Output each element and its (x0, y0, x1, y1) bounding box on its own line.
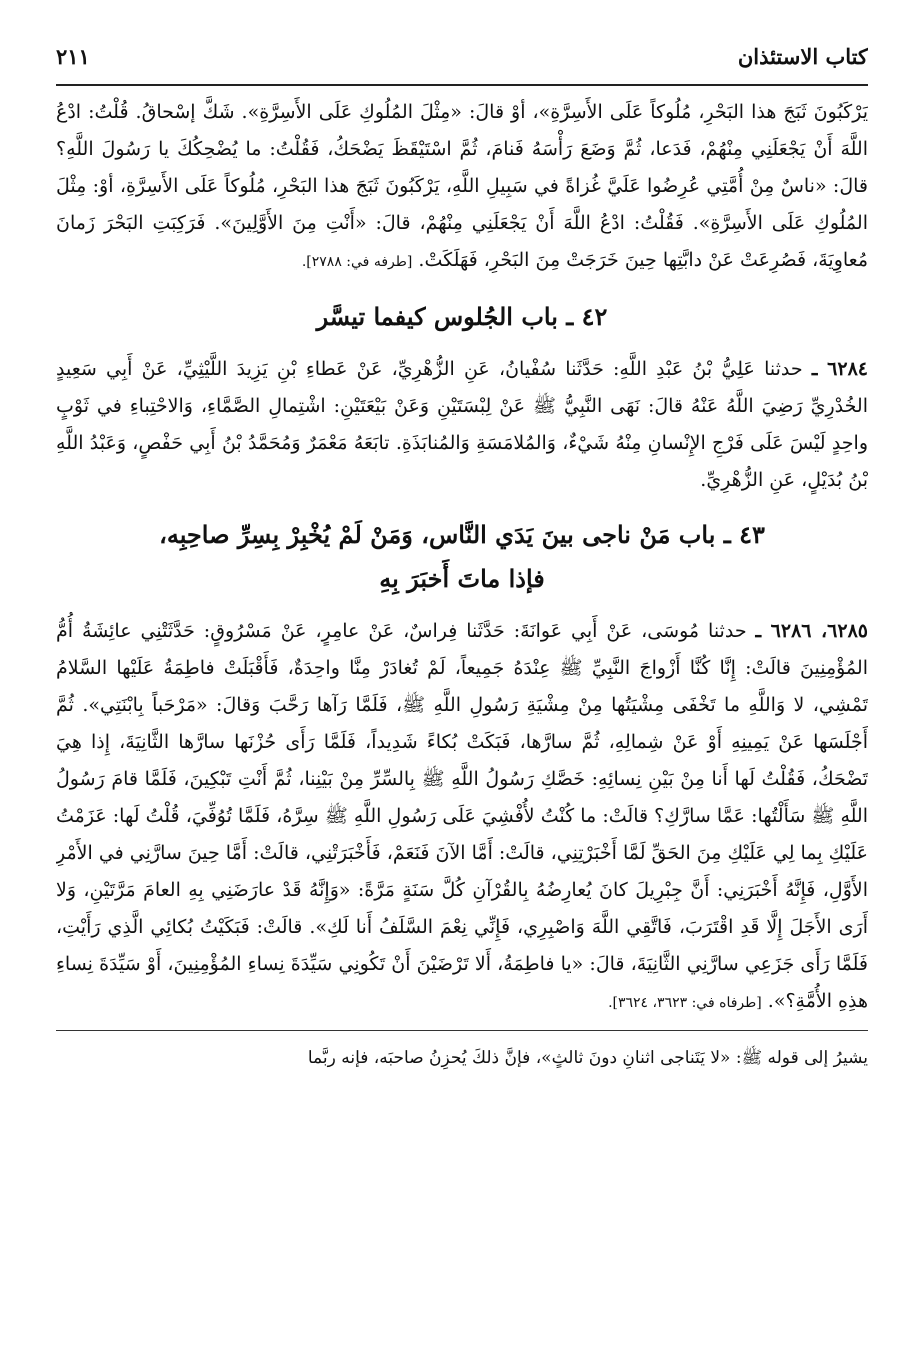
hadith-number: ٦٢٨٤ ـ (811, 358, 868, 380)
header-divider (56, 84, 868, 86)
chapter-heading-43-line2: فإذا ماتَ أَخبَرَ بِهِ (379, 564, 545, 593)
page (56, 44, 868, 1344)
chapter-heading-43-line1: ٤٣ ـ باب مَنْ ناجى بينَ يَدَي النَّاس، وَمَنْ لَمْ يُخْبِرْ بِسِرِّ صاحِبِه، (159, 520, 765, 549)
book-title: كتاب الاستئذان (737, 44, 868, 69)
hadith-text: حدثنا مُوسَى، عَنْ أَبِي عَوانَةَ: حَدَّثَنا فِراسٌ، عَنْ عامِرٍ، عَنْ مَسْرُوقٍ: حَدَّثَتْنِي عائِشَةُ أُمُّ المُؤْمِنِينَ قالَتْ: إِنَّا كُنَّا أَزْواجَ النَّبِيِّ ﷺ عِنْدَهُ جَمِيعاً، لَمْ تُغادَرْ مِنَّا واحِدَةٌ، فَأَقْبَلَتْ فاطِمَةُ عَلَيْها السَّلامُ تَمْشِي، لا وَاللَّهِ ما تَخْفَى مِشْيَتُها مِنْ مِشْيَةِ رَسُولِ اللَّهِ ﷺ، فَلَمَّا رَآها رَحَّبَ وَقالَ: «مَرْحَباً بِابْنَتِي». ثُمَّ أَجْلَسَها عَنْ يَمِينِهِ أَوْ عَنْ شِمالِهِ، ثُمَّ سارَّها، فَبَكَتْ بُكاءً شَدِيداً، فَلَمَّا رَأَى حُزْنَها سارَّها الثَّانِيَةَ، إِذا هِيَ تَضْحَكُ، فَقُلْتُ لَها أَنا مِنْ بَيْنِ نِسائِهِ: خَصَّكِ رَسُولُ اللَّهِ ﷺ بِالسِّرِّ مِنْ بَيْنِنا، ثُمَّ أَنْتِ تَبْكِينَ، فَلَمَّا قامَ رَسُولُ اللَّهِ ﷺ سَأَلْتُها: عَمَّا سارَّكِ؟ قالَتْ: ما كُنْتُ لأُفْشِيَ عَلَى رَسُولِ اللَّهِ ﷺ سِرَّهُ، فَلَمَّا تُوُفِّيَ، قُلْتُ لَها: عَزَمْتُ عَلَيْكِ بِما لِي عَلَيْكِ مِنَ الحَقِّ لَمَّا أَخْبَرْتِنِي، قالَتْ: أَمَّا الآنَ فَنَعَمْ، فَأَخْبَرَتْنِي، قالَتْ: أَمَّا حِينَ سارَّنِي في الأَمْرِ الأَوَّلِ، فَإِنَّهُ أَخْبَرَنِي: أَنَّ جِبْرِيلَ كانَ يُعارِضُهُ بِالقُرْآنِ كُلَّ سَنَةٍ مَرَّةً: «وَإِنَّهُ قَدْ عارَضَنِي بِهِ العامَ مَرَّتَيْنِ، وَلا أَرَى الأَجَلَ إِلَّا قَدِ اقْتَرَبَ، فَاتَّقِي اللَّهَ وَاصْبِرِي، فَإِنِّي نِعْمَ السَّلَفُ أَنا لَكِ». قالَتْ: فَبَكَيْتُ بُكائِي الَّذِي رَأَيْتِ، فَلَمَّا رَأَى جَزَعِي سارَّنِي الثَّانِيَةَ، قالَ: «يا فاطِمَةُ، أَلا تَرْضَيْنَ أَنْ تَكُونِي سَيِّدَةَ نِساءِ المُؤْمِنِينَ، أَوْ سَيِّدَةَ نِساءِ هذِهِ الأُمَّةِ؟». (56, 620, 868, 1012)
cross-reference: [طرفاه في: ٣٦٢٣، ٣٦٢٤]. (608, 995, 762, 1011)
hadith-6284 (56, 351, 868, 499)
chapter-heading-43 (56, 513, 868, 601)
hadith-text: حدثنا عَلِيُّ بْنُ عَبْدِ اللَّهِ: حَدَّثَنا سُفْيانُ، عَنِ الزُّهْرِيِّ، عَنْ عَطاءِ بْنِ يَزِيدَ اللَّيْثِيِّ، عَنْ أَبِي سَعِيدٍ الخُدْرِيِّ رَضِيَ اللَّهُ عَنْهُ قالَ: نَهَى النَّبِيُّ ﷺ عَنْ لِبْسَتَيْنِ وَعَنْ بَيْعَتَيْنِ: اشْتِمالِ الصَّمَّاءِ، وَالاحْتِباءِ في ثَوْبٍ واحِدٍ لَيْسَ عَلَى فَرْجِ الإِنْسانِ مِنْهُ شَيْءٌ، وَالمُلامَسَةِ وَالمُنابَذَةِ. تابَعَهُ مَعْمَرٌ وَمُحَمَّدُ بْنُ أَبِي حَفْصٍ، وَعَبْدُ اللَّهِ بْنُ بُدَيْلٍ، عَنِ الزُّهْرِيِّ. (56, 358, 868, 491)
running-head (56, 44, 868, 84)
commentary-footnote: يشيرُ إلى قوله ﷺ: «لا يَتَناجى اثنانِ دونَ ثالثٍ»، فإنَّ ذلكَ يُحزِنُ صاحبَه، فإنه ربَّما (307, 1048, 868, 1068)
page-number: ٢١١ (56, 44, 90, 69)
footnote-divider (56, 1030, 868, 1031)
hadith-continuation (56, 94, 868, 281)
hadith-6285 (56, 613, 868, 1022)
cross-reference: [طرفه في: ٢٧٨٨]. (301, 254, 413, 270)
chapter-heading-42: ٤٢ ـ باب الجُلوس كيفما تيسَّر (316, 302, 608, 331)
hadith-number: ٦٢٨٥، ٦٢٨٦ ـ (755, 620, 868, 642)
hadith-continuation-text: يَرْكَبُونَ ثَبَجَ هذا البَحْرِ، مُلُوكاً عَلَى الأَسِرَّةِ»، أوْ قالَ: «مِثْلَ المُلُوكِ عَلَى الأَسِرَّةِ». شَكَّ إسْحاقُ. قُلْتُ: ادْعُ اللَّهَ أَنْ يَجْعَلَنِي مِنْهُمْ، فَدَعا، ثُمَّ وَضَعَ رَأْسَهُ فَنامَ، ثُمَّ اسْتَيْقَظَ يَضْحَكُ، فَقُلْتُ: ما يُضْحِكُكَ يا رَسُولَ اللَّهِ؟ قالَ: «ناسٌ مِنْ أُمَّتِي عُرِضُوا عَلَيَّ غُزاةً في سَبِيلِ اللَّهِ، يَرْكَبُونَ ثَبَجَ هذا البَحْرِ، مُلُوكاً عَلَى الأَسِرَّةِ، أوْ: مِثْلَ المُلُوكِ عَلَى الأَسِرَّةِ». فَقُلْتُ: ادْعُ اللَّهَ أَنْ يَجْعَلَنِي مِنْهُمْ، قالَ: «أَنْتِ مِنَ الأَوَّلِينَ». فَرَكِبَتِ البَحْرَ زَمانَ مُعاوِيَةَ، فَصُرِعَتْ عَنْ دابَّتِها حِينَ خَرَجَتْ مِنَ البَحْرِ، فَهَلَكَتْ. (56, 101, 868, 271)
